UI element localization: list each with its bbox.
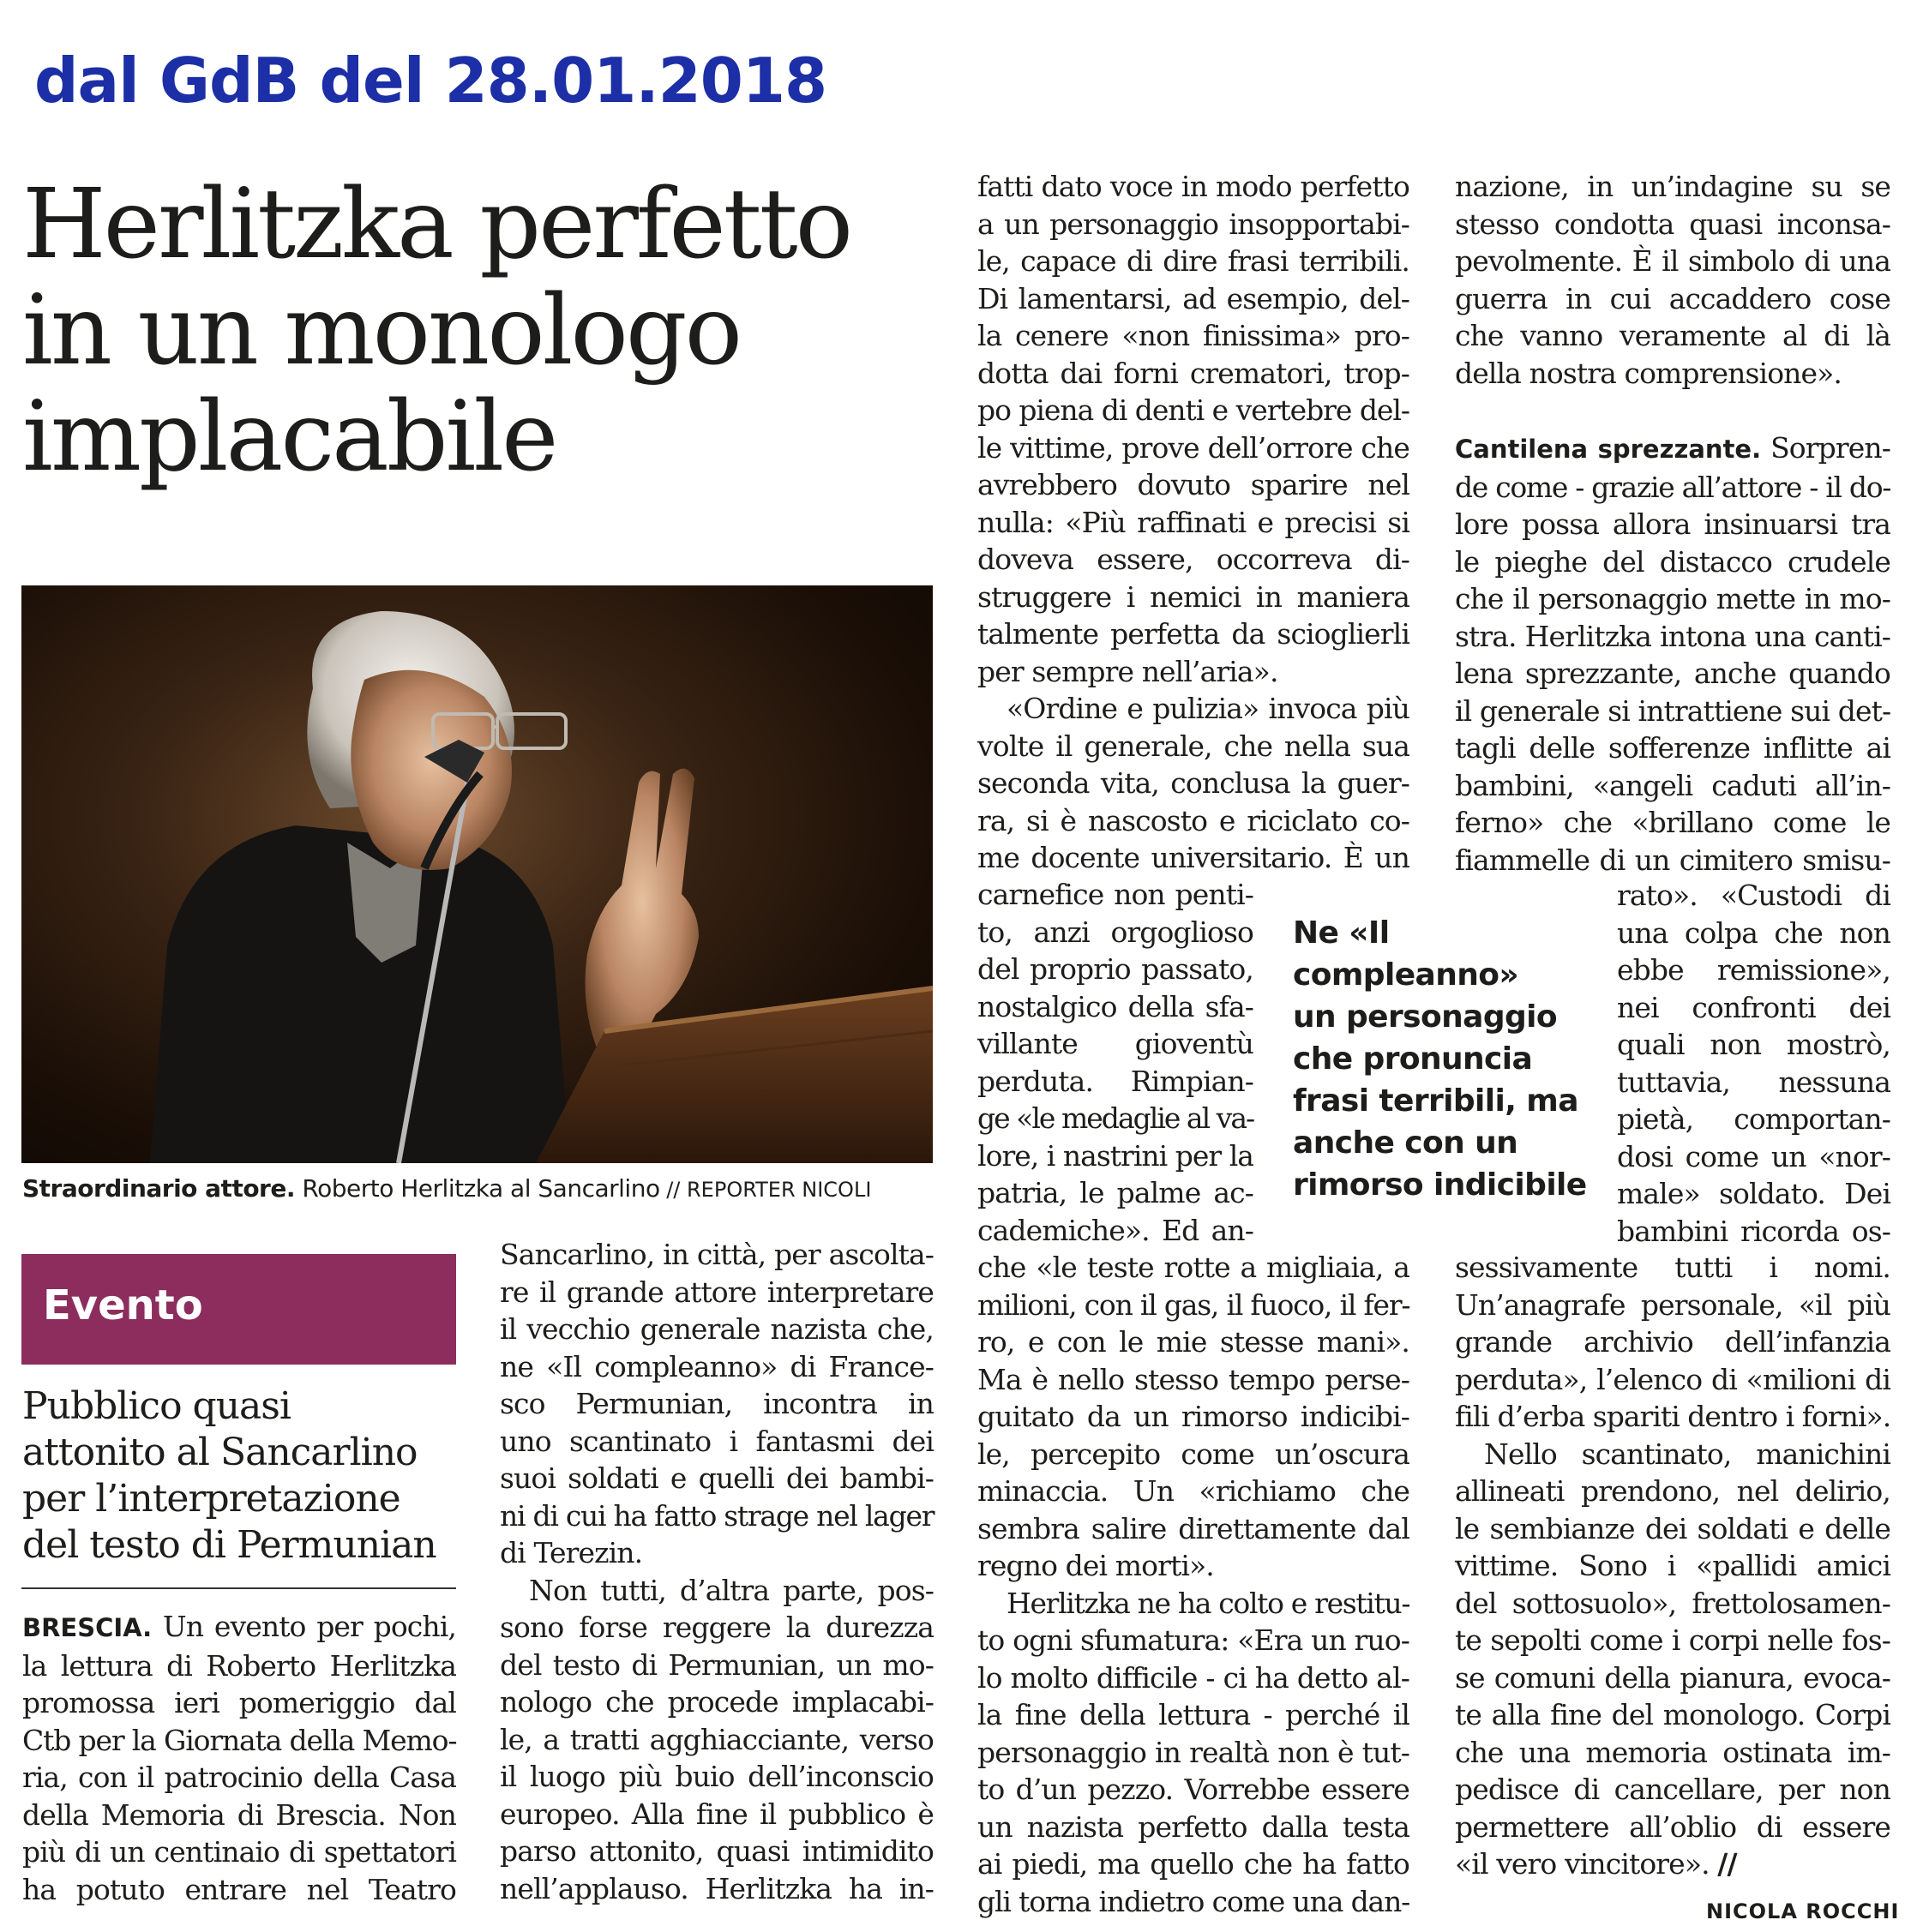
text-line: perduta», l’elenco di «milioni di: [1455, 1362, 1890, 1396]
section-subhead: Cantilena sprezzante.: [1455, 435, 1762, 464]
text-line: fatti dato voce in modo perfetto: [977, 170, 1409, 203]
text-line: ria, con il patrocinio della Casa: [22, 1761, 456, 1794]
text-line: tagli delle sofferenze inflitte ai: [1455, 731, 1890, 765]
text-line: minaccia. Un «richiamo che: [977, 1474, 1409, 1508]
text-line: stra. Herlitzka intona una canti-: [1455, 619, 1890, 653]
photo-credit: // REPORTER NICOLI: [659, 1178, 872, 1202]
text-line: bambini, «angeli caduti all’in-: [1455, 768, 1890, 802]
subheadline-line: del testo di Permunian: [22, 1523, 436, 1567]
text-line: talmente perfetta da scioglierli: [977, 617, 1409, 651]
text-line: vittime. Sono i «pallidi amici: [1455, 1549, 1890, 1582]
text-line: volte il generale, che nella sua: [977, 729, 1409, 763]
pull-quote-line: Ne «Il: [1293, 915, 1390, 951]
text-line: gli torna indietro come una dan-: [977, 1884, 1410, 1918]
text-line: che il personaggio mette in mo-: [1455, 582, 1890, 615]
text-line: Ma è nello stesso tempo perse-: [977, 1362, 1409, 1396]
text-line: personaggio in realtà non è tut-: [977, 1735, 1409, 1769]
text-line: ro, e con le mie stesse mani».: [977, 1325, 1409, 1359]
text-line: parso attonito, quasi intimidito: [500, 1834, 934, 1868]
text-line: un nazista perfetto dalla testa: [977, 1809, 1409, 1844]
photo-illustration: [21, 585, 933, 1163]
text-line: tuttavia, nessuna: [1617, 1065, 1890, 1099]
text-line: del sottosuolo», frettolosamen-: [1455, 1586, 1890, 1620]
caption-text: Roberto Herlitzka al Sancarlino: [295, 1174, 660, 1203]
text-line: allineati prendono, nel delirio,: [1455, 1474, 1890, 1508]
headline-line: implacabile: [22, 381, 556, 493]
text-line: il vecchio generale nazista che,: [500, 1312, 934, 1346]
text-line: dosi come un «nor-: [1617, 1139, 1890, 1173]
text-line: to d’un pezzo. Vorrebbe essere: [977, 1773, 1409, 1806]
text-line: sono forse reggere la durezza: [500, 1611, 934, 1644]
text-line: regno dei morti».: [977, 1549, 1214, 1582]
text-line: nostalgico della sfa-: [977, 989, 1253, 1023]
article-column-3-narrow: [977, 876, 1253, 1249]
text-line: per sempre nell’aria».: [977, 654, 1278, 688]
text-line: della nostra comprensione».: [1455, 356, 1842, 390]
text-line: stesso condotta quasi inconsa-: [1455, 207, 1890, 241]
text-line: fili d’erba spariti dentro i forni».: [1455, 1400, 1891, 1433]
dateline: BRESCIA.: [22, 1613, 153, 1642]
pull-quote-line: frasi terribili, ma: [1293, 1083, 1578, 1119]
subheadline-line: per l’interpretazione: [22, 1477, 400, 1521]
article-column-4-narrow: [1617, 877, 1890, 1250]
text-line: nei confronti dei: [1617, 990, 1890, 1024]
text-line: promossa ieri pomeriggio dal: [22, 1686, 456, 1719]
text-line: grande archivio dell’infanzia: [1455, 1325, 1890, 1359]
section-label: Evento: [43, 1281, 203, 1329]
text-line: le sembianze dei soldati e delle: [1455, 1511, 1890, 1545]
text-line: carnefice non penti-: [977, 878, 1253, 911]
caption-lead: Straordinario attore.: [22, 1174, 295, 1203]
text-line: sessivamente tutti i nomi.: [1455, 1251, 1890, 1284]
text-line: patria, le palme ac-: [977, 1176, 1253, 1209]
text-line: Sancarlino, in città, per ascolta-: [500, 1238, 934, 1271]
pull-quote-line: che pronuncia: [1293, 1041, 1533, 1077]
subheadline-line: attonito al Sancarlino: [22, 1431, 418, 1474]
text-line: pedisce di cancellare, per non: [1455, 1773, 1890, 1806]
text-line: lo molto difficile - ci ha detto al-: [977, 1660, 1409, 1695]
subheadline: [22, 1383, 468, 1569]
article-column-4: [1455, 168, 1890, 392]
text-line: to, anzi orgoglioso: [977, 915, 1253, 949]
text-line: nulla: «Più raffinati e precisi si: [977, 505, 1409, 539]
source-note: dal GdB del 28.01.2018: [34, 45, 827, 117]
text-line: fiammelle di un cimitero smisu-: [1455, 843, 1890, 877]
text-line: Herlitzka ne ha colto e restitu-: [1007, 1586, 1410, 1620]
text-line: ra, si è nascosto e riciclato co-: [977, 803, 1409, 837]
text-line: po piena di denti e vertebre del-: [977, 393, 1409, 427]
text-line: che una memoria ostinata im-: [1455, 1735, 1890, 1769]
text-line: BRESCIA. Un evento per pochi,: [22, 1610, 456, 1643]
text-line: pevolmente. È il simbolo di una: [1455, 244, 1890, 278]
photo-caption: [22, 1174, 871, 1203]
text-line: struggere i nemici in maniera: [977, 579, 1409, 614]
article-column-4-mid: [1455, 429, 1890, 879]
text-line: le, a tratti agghiacciante, verso: [500, 1722, 934, 1756]
text-line: più di un centinaio di spettatori: [22, 1835, 456, 1869]
text-line: dotta dai forni crematori, trop-: [977, 356, 1409, 390]
text-line: doveva essere, occorreva di-: [977, 543, 1409, 576]
text-line: seconda vita, conclusa la guer-: [977, 766, 1409, 800]
text-line: ni di cui ha fatto strage nel lager: [500, 1498, 934, 1533]
article-column-3-bottom: [977, 1249, 1409, 1920]
text-line: «il vero vincitore». //: [1455, 1847, 1737, 1881]
text-line: «Ordine e pulizia» invoca più: [1007, 692, 1409, 725]
article-column-4-bottom: [1455, 1249, 1890, 1883]
text-line: nazione, in un’indagine su se: [1455, 170, 1890, 203]
text-line: te alla fine del monologo. Corpi: [1455, 1698, 1890, 1731]
text-line: Di lamentarsi, ad esempio, del-: [977, 281, 1409, 315]
text-line: sco Permunian, incontra in: [500, 1387, 934, 1420]
end-mark: //: [1717, 1847, 1737, 1881]
text-line: che «le teste rotte a migliaia, a: [977, 1251, 1409, 1284]
text-line: guitato da un rimorso indicibi-: [977, 1400, 1409, 1433]
pull-quote-line: rimorso indicibile: [1293, 1167, 1587, 1203]
text-line: la cenere «non finissima» pro-: [977, 319, 1409, 352]
text-line: della Memoria di Brescia. Non: [22, 1797, 456, 1832]
subheadline-line: Pubblico quasi: [22, 1384, 291, 1428]
headline: [22, 169, 931, 493]
text-line: il luogo più buio dell’inconscio: [500, 1760, 934, 1793]
pull-quote: [1293, 912, 1587, 1206]
text-line: me docente universitario. È un: [977, 841, 1409, 874]
text-line: una colpa che non: [1617, 915, 1890, 950]
text-line: lore possa allora insinuarsi tra: [1455, 507, 1890, 541]
text-line: Cantilena sprezzante. Sorpren-: [1455, 431, 1890, 465]
text-line: quali non mostrò,: [1617, 1028, 1890, 1061]
text-line: permettere all’oblio di essere: [1455, 1809, 1890, 1844]
text-line: se comuni della pianura, evoca-: [1455, 1660, 1890, 1695]
byline: NICOLA ROCCHI: [1706, 1899, 1900, 1923]
text-line: le pieghe del distacco crudele: [1455, 544, 1890, 579]
text-line: le, capace di dire frasi terribili.: [977, 244, 1409, 278]
pull-quote-line: un personaggio: [1293, 999, 1558, 1035]
text-line: Nello scantinato, manichini: [1484, 1437, 1890, 1471]
article-photo: [21, 585, 933, 1163]
text-line: to ogni sfumatura: «Era un ruo-: [977, 1623, 1409, 1657]
text-line: ferno» che «brillano come le: [1455, 806, 1890, 839]
text-line: lena sprezzante, anche quando: [1455, 657, 1890, 690]
pull-quote-line: compleanno»: [1293, 957, 1519, 993]
headline-line: Herlitzka perfetto: [22, 169, 851, 280]
text-line: ebbe remissione»,: [1617, 953, 1890, 987]
text-line: avrebbero dovuto sparire nel: [977, 468, 1409, 501]
text-line: europeo. Alla fine il pubblico è: [500, 1797, 934, 1831]
text-line: male» soldato. Dei: [1617, 1177, 1890, 1210]
text-line: a un personaggio insopportabi-: [977, 207, 1409, 241]
subheadline-rule: [21, 1587, 456, 1589]
text-line: Non tutti, d’altra parte, pos-: [529, 1573, 934, 1607]
text-line: le, percepito come un’oscura: [977, 1437, 1409, 1471]
text-line: Un’anagrafe personale, «il più: [1455, 1287, 1890, 1322]
headline-line: in un monologo: [22, 275, 740, 387]
text-line: bambini ricorda os-: [1617, 1214, 1890, 1248]
text-line: pietà, comportan-: [1617, 1102, 1890, 1136]
text-line: rato». «Custodi di: [1617, 879, 1890, 912]
text-line: de come - grazie all’attore - il do-: [1455, 470, 1891, 504]
text-line: del testo di Permunian, un mo-: [500, 1647, 934, 1682]
text-line: cademiche». Ed an-: [977, 1213, 1253, 1247]
pull-quote-line: anche con un: [1293, 1125, 1518, 1161]
text-line: perduta. Rimpian-: [977, 1064, 1253, 1098]
text-line: lore, i nastrini per la: [977, 1138, 1253, 1173]
text-line: ne «Il compleanno» di France-: [500, 1349, 934, 1383]
text-line: nell’applauso. Herlitzka ha in-: [500, 1871, 934, 1905]
text-line: che vanno veramente al di là: [1455, 319, 1890, 352]
text-line: re il grande attore interpretare: [500, 1275, 934, 1309]
text-line: milioni, con il gas, il fuoco, il fer-: [977, 1287, 1410, 1322]
article-column-3: [977, 168, 1409, 877]
text-line: del proprio passato,: [977, 952, 1253, 986]
text-line: la fine della lettura - perché il: [977, 1698, 1409, 1731]
text-line: suoi soldati e quelli dei bambi-: [500, 1461, 934, 1495]
text-line: guerra in cui accaddero cose: [1455, 281, 1890, 315]
text-line: uno scantinato i fantasmi dei: [500, 1424, 934, 1458]
text-line: il generale si intrattiene sui det-: [1455, 693, 1891, 728]
text-line: villante gioventù: [977, 1027, 1253, 1060]
text-line: sembra salire direttamente dal: [977, 1511, 1409, 1545]
text-line: ha potuto entrare nel Teatro: [22, 1872, 456, 1906]
text-line: ai piedi, ma quello che ha fatto: [977, 1847, 1409, 1881]
text-line: le vittime, prove dell’orrore che: [977, 430, 1409, 465]
article-column-2: [500, 1236, 934, 1907]
article-column-1: [22, 1608, 456, 1908]
text-line: nologo che procede implacabi-: [500, 1685, 934, 1719]
text-line: ge «le medaglie al va-: [977, 1101, 1254, 1135]
text-line: di Terezin.: [500, 1536, 643, 1569]
text-line: te sepolti come i corpi nelle fos-: [1455, 1623, 1890, 1657]
text-line: la lettura di Roberto Herlitzka: [22, 1648, 456, 1683]
text-line: Ctb per la Giornata della Memo-: [22, 1723, 457, 1757]
